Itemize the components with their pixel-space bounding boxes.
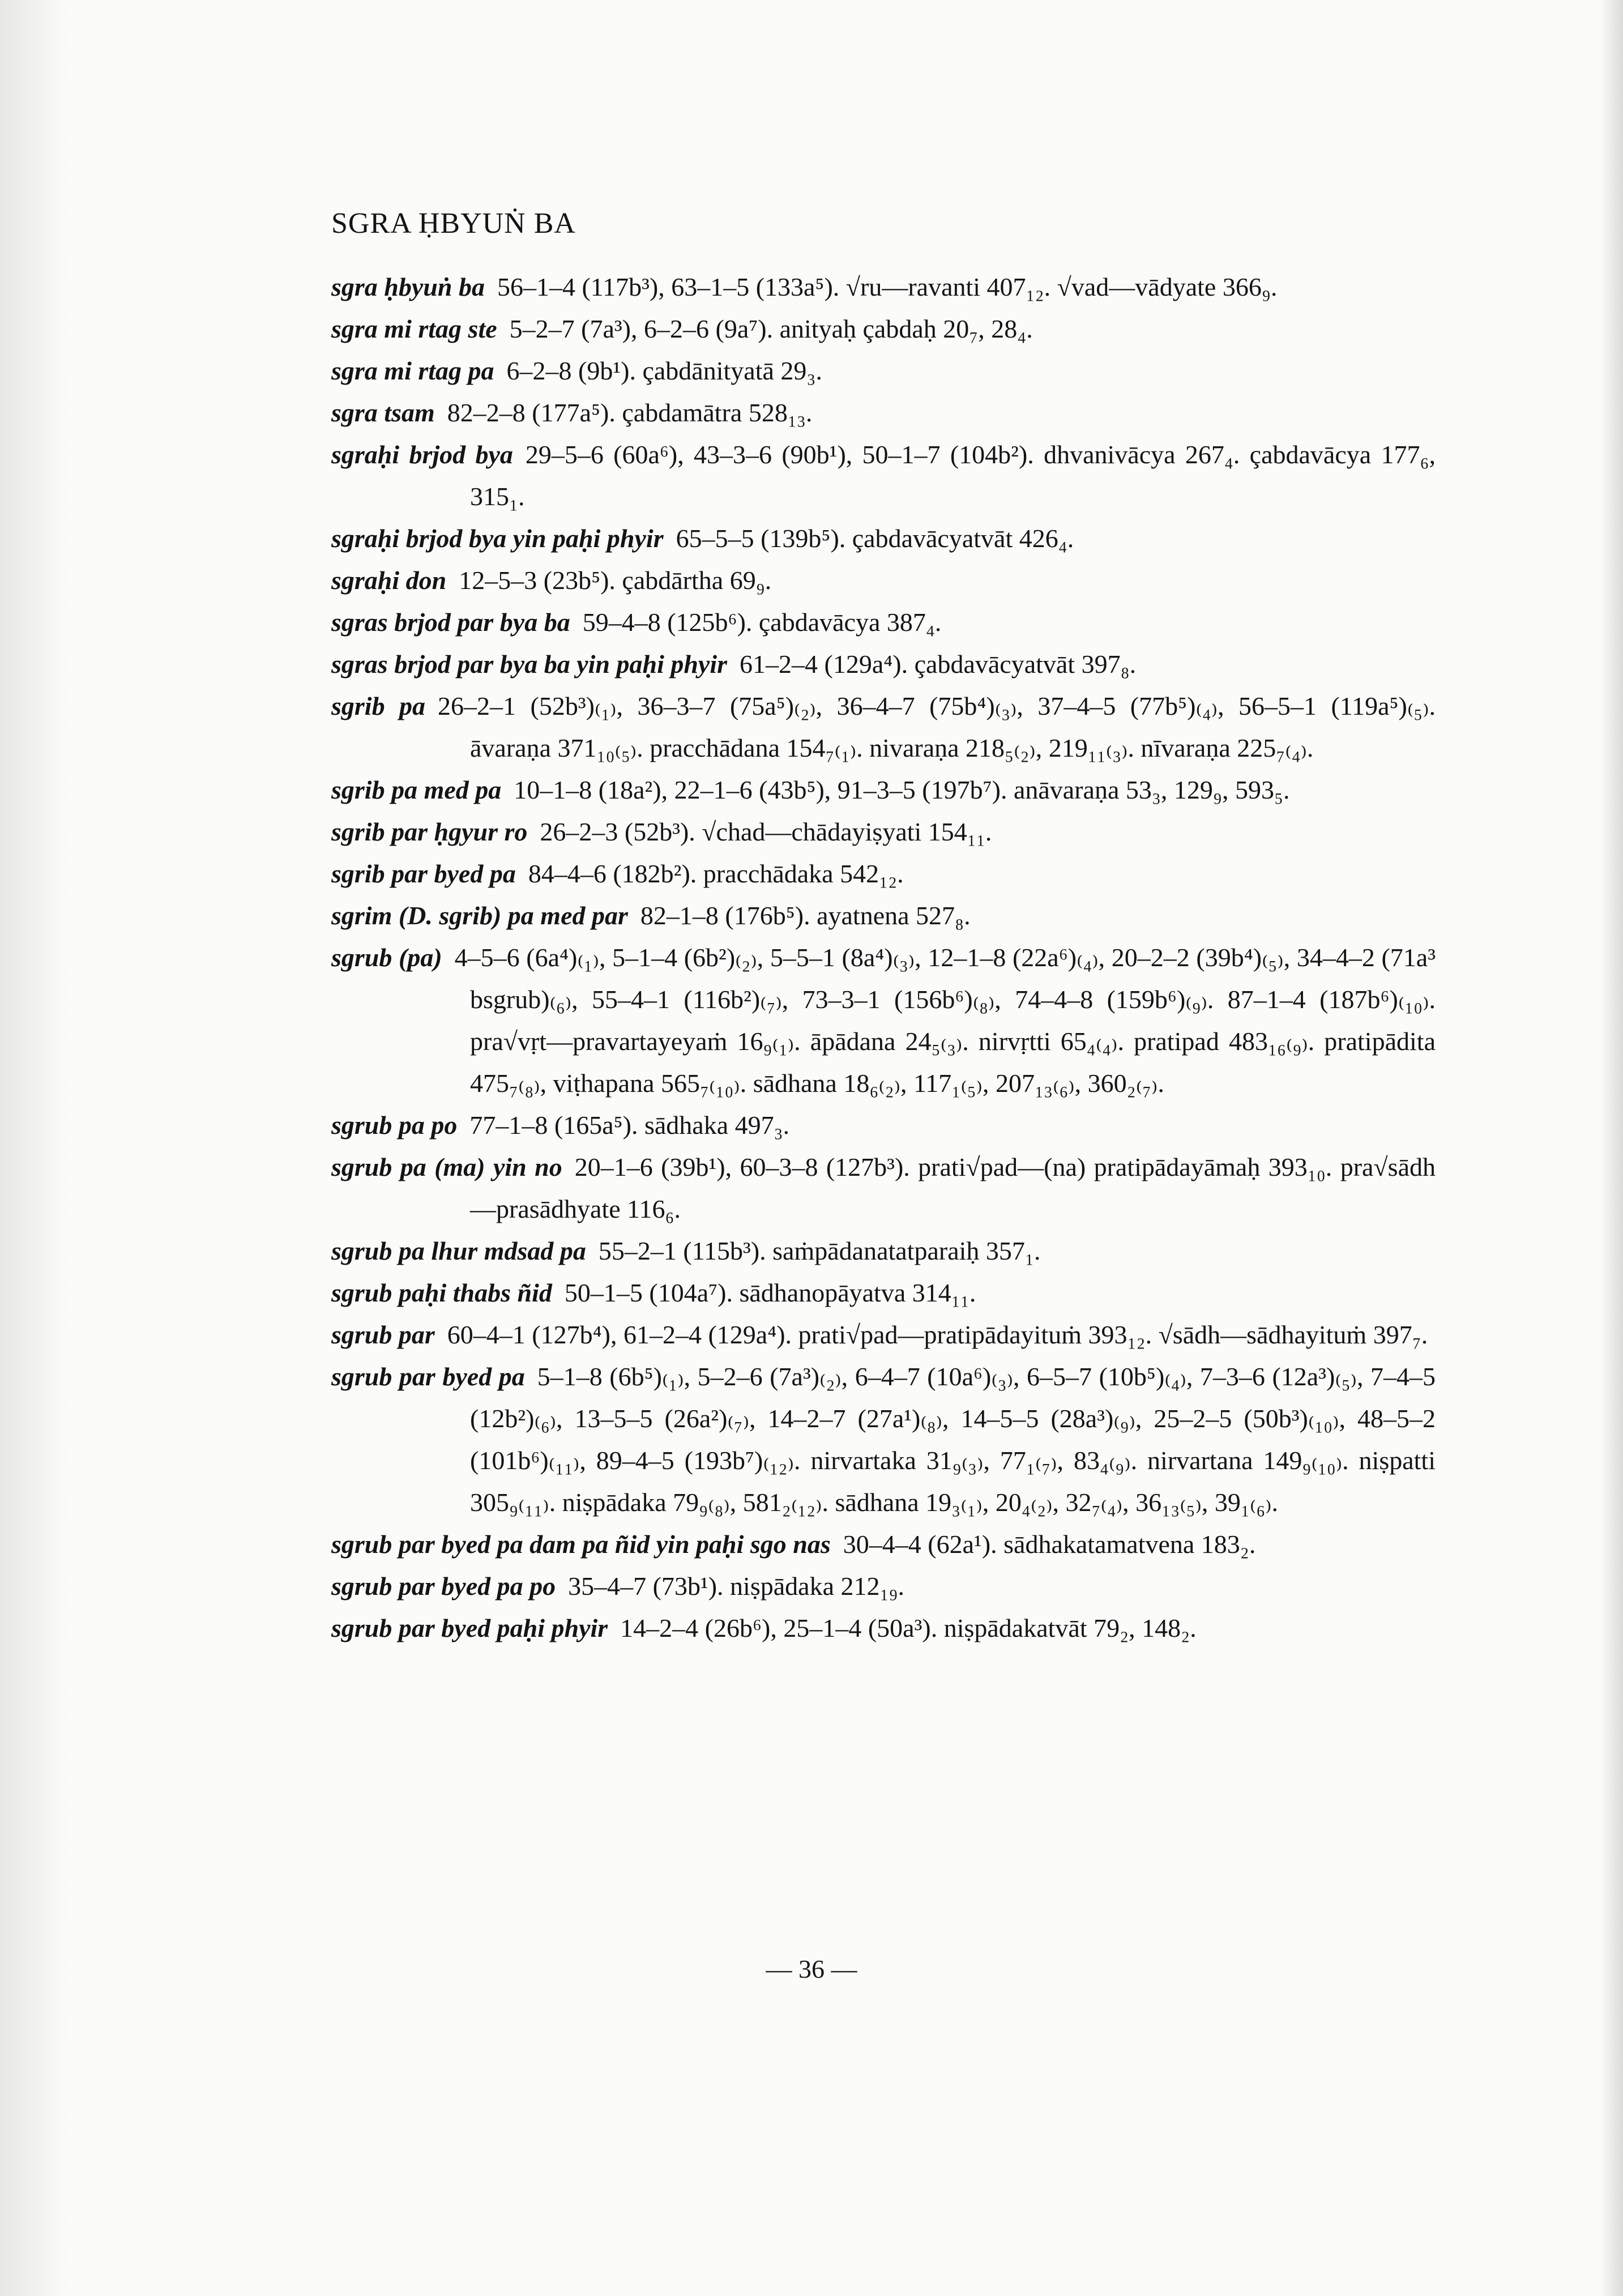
dictionary-entry xyxy=(331,937,1436,1104)
scan-edge-shadow-left xyxy=(0,0,68,2296)
dictionary-entry xyxy=(331,266,1436,308)
entry-body: 35–4–7 (73b¹). niṣpādaka 212₁₉. xyxy=(568,1572,905,1601)
entry-body: 56–1–4 (117b³), 63–1–5 (133a⁵). √ru—ravanti 407₁₂. √vad—vādyate 366₉. xyxy=(497,272,1278,301)
entry-body: 84–4–6 (182b²). pracchādaka 542₁₂. xyxy=(528,859,904,888)
entry-headword: sgra ḥbyuṅ ba xyxy=(331,272,485,301)
entry-headword: sgrim (D. sgrib) pa med par xyxy=(331,901,628,930)
dictionary-entry xyxy=(331,769,1436,811)
entry-body: 61–2–4 (129a⁴). çabdavācyatvāt 397₈. xyxy=(740,650,1137,678)
dictionary-entry xyxy=(331,518,1436,560)
dictionary-entry xyxy=(331,1146,1436,1230)
entry-headword: sgrib par ḥgyur ro xyxy=(331,817,528,846)
entry-headword: sgrib pa xyxy=(331,692,426,720)
dictionary-entry xyxy=(331,1356,1436,1523)
page-number: — 36 — xyxy=(766,1954,857,1983)
dictionary-entry xyxy=(331,1230,1436,1272)
entry-body: 59–4–8 (125b⁶). çabdavācya 387₄. xyxy=(582,608,942,637)
entry-body: 29–5–6 (60a⁶), 43–3–6 (90b¹), 50–1–7 (104b²). dhvanivācya 267₄. çabdavācya 177₆, 315₁. xyxy=(470,440,1436,511)
entry-headword: sgraḥi don xyxy=(331,566,447,595)
dictionary-entry xyxy=(331,392,1436,434)
entry-body: 20–1–6 (39b¹), 60–3–8 (127b³). prati√pad—(na) pratipādayāmaḥ 393₁₀. pra√sādh—prasādhyate 116₆. xyxy=(470,1153,1436,1223)
entry-headword: sgras brjod par bya ba xyxy=(331,608,570,637)
dictionary-entry xyxy=(331,811,1436,853)
dictionary-entry xyxy=(331,601,1436,643)
dictionary-entry xyxy=(331,1314,1436,1356)
dictionary-entry xyxy=(331,350,1436,392)
entry-body: 30–4–4 (62a¹). sādhakatamatvena 183₂. xyxy=(843,1530,1256,1559)
dictionary-entry xyxy=(331,685,1436,769)
entry-headword: sgrub pa lhur mdsad pa xyxy=(331,1236,586,1265)
entry-body: 82–2–8 (177a⁵). çabdamātra 528₁₃. xyxy=(447,398,813,427)
entry-body: 82–1–8 (176b⁵). ayatnena 527₈. xyxy=(640,901,971,930)
dictionary-entry xyxy=(331,560,1436,601)
dictionary-entry xyxy=(331,853,1436,895)
dictionary-entry xyxy=(331,643,1436,685)
entry-body: 14–2–4 (26b⁶), 25–1–4 (50a³). niṣpādakatvāt 79₂, 148₂. xyxy=(620,1614,1197,1642)
entry-body: 65–5–5 (139b⁵). çabdavācyatvāt 426₄. xyxy=(676,524,1074,553)
entry-body: 5–2–7 (7a³), 6–2–6 (9a⁷). anityaḥ çabdaḥ 20₇, 28₄. xyxy=(509,314,1033,343)
entry-headword: sgrib par byed pa xyxy=(331,859,516,888)
entry-headword: sgrub par byed pa dam pa ñid yin paḥi sgo nas xyxy=(331,1530,831,1559)
entry-body: 4–5–6 (6a⁴)₍₁₎, 5–1–4 (6b²)₍₂₎, 5–5–1 (8a⁴)₍₃₎, 12–1–8 (22a⁶)₍₄₎, 20–2–2 (39b⁴)₍₅₎, 34–4–2 (71a³ bsgrub)₍₆₎, 55–4–1 (116b²)₍₇₎, 73–3–1 (156b⁶)₍₈₎, 74–4–8 (159b⁶)₍₉₎. 87–1–4 (187b⁶)₍₁₀₎. pra√vṛt—pravartayeyaṁ 16₉₍₁₎. āpādana 24₅₍₃₎. nirvṛtti 65₄₍₄₎. pratipad 483₁₆₍₉₎. pratipādita 475₇₍₈₎, viṭhapana 565₇₍₁₀₎. sādhana 18₆₍₂₎, 117₁₍₅₎, 207₁₃₍₆₎, 360₂₍₇₎. xyxy=(454,943,1436,1098)
entry-body: 55–2–1 (115b³). saṁpādanatatparaiḥ 357₁. xyxy=(598,1236,1041,1265)
dictionary-entry xyxy=(331,1272,1436,1314)
entry-body: 26–2–3 (52b³). √chad—chādayiṣyati 154₁₁. xyxy=(540,817,992,846)
scan-edge-shadow-right xyxy=(1600,0,1623,2296)
running-head: SGRA ḤBYUṄ BA xyxy=(331,207,576,240)
entry-headword: sgrub paḥi thabs ñid xyxy=(331,1278,552,1307)
entry-headword: sgraḥi brjod bya yin paḥi phyir xyxy=(331,524,664,553)
entry-body: 12–5–3 (23b⁵). çabdārtha 69₉. xyxy=(459,566,772,595)
dictionary-entry xyxy=(331,895,1436,937)
dictionary-entry xyxy=(331,1607,1436,1649)
entry-body: 5–1–8 (6b⁵)₍₁₎, 5–2–6 (7a³)₍₂₎, 6–4–7 (10a⁶)₍₃₎, 6–5–7 (10b⁵)₍₄₎, 7–3–6 (12a³)₍₅₎, 7–4–5 (12b²)₍₆₎, 13–5–5 (26a²)₍₇₎, 14–2–7 (27a¹)₍₈₎, 14–5–5 (28a³)₍₉₎, 25–2–5 (50b³)₍₁₀₎, 48–5–2 (101b⁶)₍₁₁₎, 89–4–5 (193b⁷)₍₁₂₎. nirvartaka 31₉₍₃₎, 77₁₍₇₎, 83₄₍₉₎. nirvartana 149₉₍₁₀₎. niṣpatti 305₉₍₁₁₎. niṣpādaka 79₉₍₈₎, 581₂₍₁₂₎. sādhana 19₃₍₁₎, 20₄₍₂₎, 32₇₍₄₎, 36₁₃₍₅₎, 39₁₍₆₎. xyxy=(470,1362,1436,1517)
entry-headword: sgrub par byed pa po xyxy=(331,1572,556,1601)
entry-headword: sgras brjod par bya ba yin paḥi phyir xyxy=(331,650,728,678)
entry-headword: sgraḥi brjod bya xyxy=(331,440,513,469)
entry-body: 10–1–8 (18a²), 22–1–6 (43b⁵), 91–3–5 (197b⁷). anāvaraṇa 53₃, 129₉, 593₅. xyxy=(514,775,1290,804)
entry-headword: sgrub par xyxy=(331,1320,435,1349)
dictionary-entry xyxy=(331,1104,1436,1146)
dictionary-entry xyxy=(331,1523,1436,1565)
entry-body: 26–2–1 (52b³)₍₁₎, 36–3–7 (75a⁵)₍₂₎, 36–4–7 (75b⁴)₍₃₎, 37–4–5 (77b⁵)₍₄₎, 56–5–1 (119a⁵)₍₅₎. āvaraṇa 371₁₀₍₅₎. pracchādana 154₇₍₁₎. nivaraṇa 218₅₍₂₎, 219₁₁₍₃₎. nīvaraṇa 225₇₍₄₎. xyxy=(438,692,1436,762)
entry-headword: sgrub (pa) xyxy=(331,943,442,972)
entry-headword: sgra mi rtag pa xyxy=(331,356,494,385)
entry-body: 77–1–8 (165a⁵). sādhaka 497₃. xyxy=(469,1111,790,1140)
entry-body: 60–4–1 (127b⁴), 61–2–4 (129a⁴). prati√pad—pratipādayituṁ 393₁₂. √sādh—sādhayituṁ 397₇. xyxy=(447,1320,1428,1349)
entry-headword: sgrib pa med pa xyxy=(331,775,502,804)
dictionary-entry xyxy=(331,434,1436,518)
entry-headword: sgrub pa (ma) yin no xyxy=(331,1153,562,1181)
entry-headword: sgra mi rtag ste xyxy=(331,314,497,343)
entry-headword: sgrub par byed pa xyxy=(331,1362,525,1391)
entry-headword: sgra tsam xyxy=(331,398,435,427)
dictionary-entry xyxy=(331,308,1436,350)
entry-list xyxy=(331,266,1436,1649)
entry-body: 50–1–5 (104a⁷). sādhanopāyatva 314₁₁. xyxy=(564,1278,976,1307)
entry-body: 6–2–8 (9b¹). çabdānityatā 29₃. xyxy=(506,356,822,385)
entry-headword: sgrub pa po xyxy=(331,1111,458,1140)
entry-headword: sgrub par byed paḥi phyir xyxy=(331,1614,608,1642)
dictionary-entry xyxy=(331,1565,1436,1607)
